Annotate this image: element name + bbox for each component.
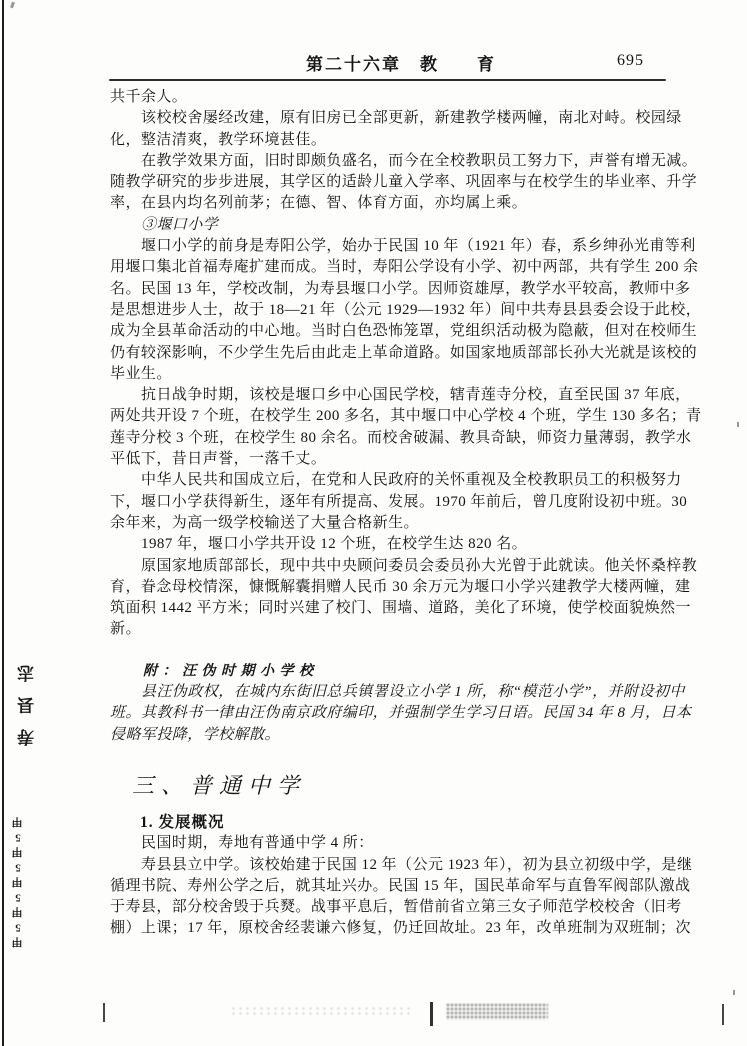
bottom-tick-mark <box>103 1003 105 1022</box>
text-line: 班。其教科书一律由汪伪南京政府编印，并强制学生学习日语。民国 34 年 8 月，日本 <box>110 705 692 722</box>
header-rule <box>109 79 666 81</box>
bottom-bar-mark <box>430 1002 433 1026</box>
text-line: 县汪伪政权，在城内东街旧总兵镇署设立小学 1 所，称“模范小学”，并附设初中 <box>141 684 685 701</box>
text-line: 两处共开设 7 个班，在校学生 200 多名，其中堰口中心学校 4 个班，学生 130 多名；青 <box>110 408 702 425</box>
text-line: 1. 发展概况 <box>140 813 225 831</box>
text-line: 莲寺分校 3 个班，在校学生 80 余名。而校舍破漏、教具奇缺，师资力量薄弱，教学水 <box>110 429 692 446</box>
text-line: 抗日战争时期，该校是堰口乡中心国民学校，辖青莲寺分校，直至民国 37 年底， <box>141 387 691 404</box>
text-line: 堰口小学的前身是寿阳公学，始办于民国 10 年（1921 年）春，系乡绅孙光甫等利 <box>141 238 696 255</box>
text-line: 原国家地质部部长，现中共中央顾问委员会委员孙大光曾于此就读。他关怀桑梓教 <box>141 557 698 574</box>
text-line: 棚）上课；17 年，原校舍经裴谦六修复，仍迁回故址。23 年，改单班制为双班制；次 <box>110 920 691 937</box>
scan-speck <box>733 990 735 995</box>
margin-spine-title: 寿县志 <box>18 650 37 746</box>
text-line: 于寿县，部分校舍毁于兵燹。战事平息后，暂借前省立第三女子师范学校校舍（旧考 <box>110 899 682 916</box>
text-line: 下，堰口小学获得新生，逐年有所提高、发展。1970 年前后，曾几度附设初中班。30 <box>110 493 688 510</box>
text-line: 用堰口集北首福寿庵扩建而成。当时，寿阳公学设有小学、初中两部，共有学生 200 余 <box>110 259 699 276</box>
text-line: 寿县县立中学。该校始建于民国 12 年（公元 1923 年），初为县立初级中学，是继 <box>141 856 693 873</box>
running-head <box>110 50 670 74</box>
bottom-faint-bleedthrough <box>230 1006 412 1017</box>
text-line: 毕业生。 <box>110 365 172 382</box>
scan-speck <box>10 2 15 9</box>
text-line: 附：汪伪时期小学校 <box>143 663 319 679</box>
text-line: 在教学效果方面，旧时即颇负盛名，而今在全校教职员工努力下，声誉有增无减。 <box>141 152 698 169</box>
text-line: 平低下，昔日声誉，一落千丈。 <box>110 451 327 468</box>
text-line: ③堰口小学 <box>141 216 219 233</box>
chapter-title: 第二十六章 教 育 <box>306 55 496 74</box>
text-line: 仍有较深影响，不少学生先后由此走上革命道路。如国家地质部部长孙大光就是该校的 <box>110 344 698 361</box>
bottom-tick-mark <box>722 1004 724 1025</box>
text-line: 化，整洁清爽，教学环境甚佳。 <box>110 131 327 148</box>
text-line: 民国时期，寿地有普通中学 4 所： <box>141 835 374 852</box>
text-line: 余年来，为高一级学校输送了大量合格新生。 <box>110 514 420 531</box>
text-line: 新。 <box>110 621 141 638</box>
text-line: 成为全县革命活动的中心地。当时白色恐怖笼罩，党组织活动极为隐蔽，但对在校师生 <box>110 323 698 340</box>
text-line: 三、普通中学 <box>132 772 307 798</box>
text-line: 共千余人。 <box>110 89 188 105</box>
scan-edge-line <box>2 0 4 1046</box>
text-line: 中华人民共和国成立后，在党和人民政府的关怀重视及全校教职员工的积极努力 <box>141 472 682 489</box>
body-text-column <box>110 87 702 940</box>
scan-speck <box>737 422 739 427</box>
text-line: 1987 年，堰口小学共开设 12 个班，在校学生达 820 名。 <box>141 536 528 553</box>
text-line: 侵略军投降，学校解散。 <box>110 726 280 743</box>
text-line: 名。民国 13 年，学校改制，为寿县堰口小学。因师资雄厚，教学水平较高，教师中多 <box>110 280 691 297</box>
margin-spine-marks: 甲5甲5甲5甲5甲 <box>12 813 24 948</box>
text-line: 该校校舍屡经改建，原有旧房已全部更新，新建教学楼两幢，南北对峙。校园绿 <box>141 110 682 127</box>
text-line: 率，在县内均名列前茅；在德、智、体育方面，亦均属上乘。 <box>110 195 528 212</box>
text-line: 循理书院、寿州公学之后，就其址兴办。民国 15 年，国民革命军与直鲁军阀部队激战 <box>110 877 691 894</box>
page-number: 695 <box>617 52 644 69</box>
bottom-ink-smudge <box>446 1003 548 1020</box>
text-line: 是思想进步人士，故于 18—21 年（公元 1929—1932 年）间中共寿县县委会设于此校， <box>110 301 702 318</box>
text-line: 育，眷念母校情深，慷慨解囊捐赠人民币 30 余万元为堰口小学兴建教学大楼两幢，建 <box>110 578 691 595</box>
text-line: 随教学研究的步步进展，其学区的适龄儿童入学率、巩固率与在校学生的毕业率、升学 <box>110 174 698 191</box>
text-line: 筑面积 1442 平方米；同时兴建了校门、围墙、道路，美化了环境，使学校面貌焕然一 <box>110 600 691 617</box>
